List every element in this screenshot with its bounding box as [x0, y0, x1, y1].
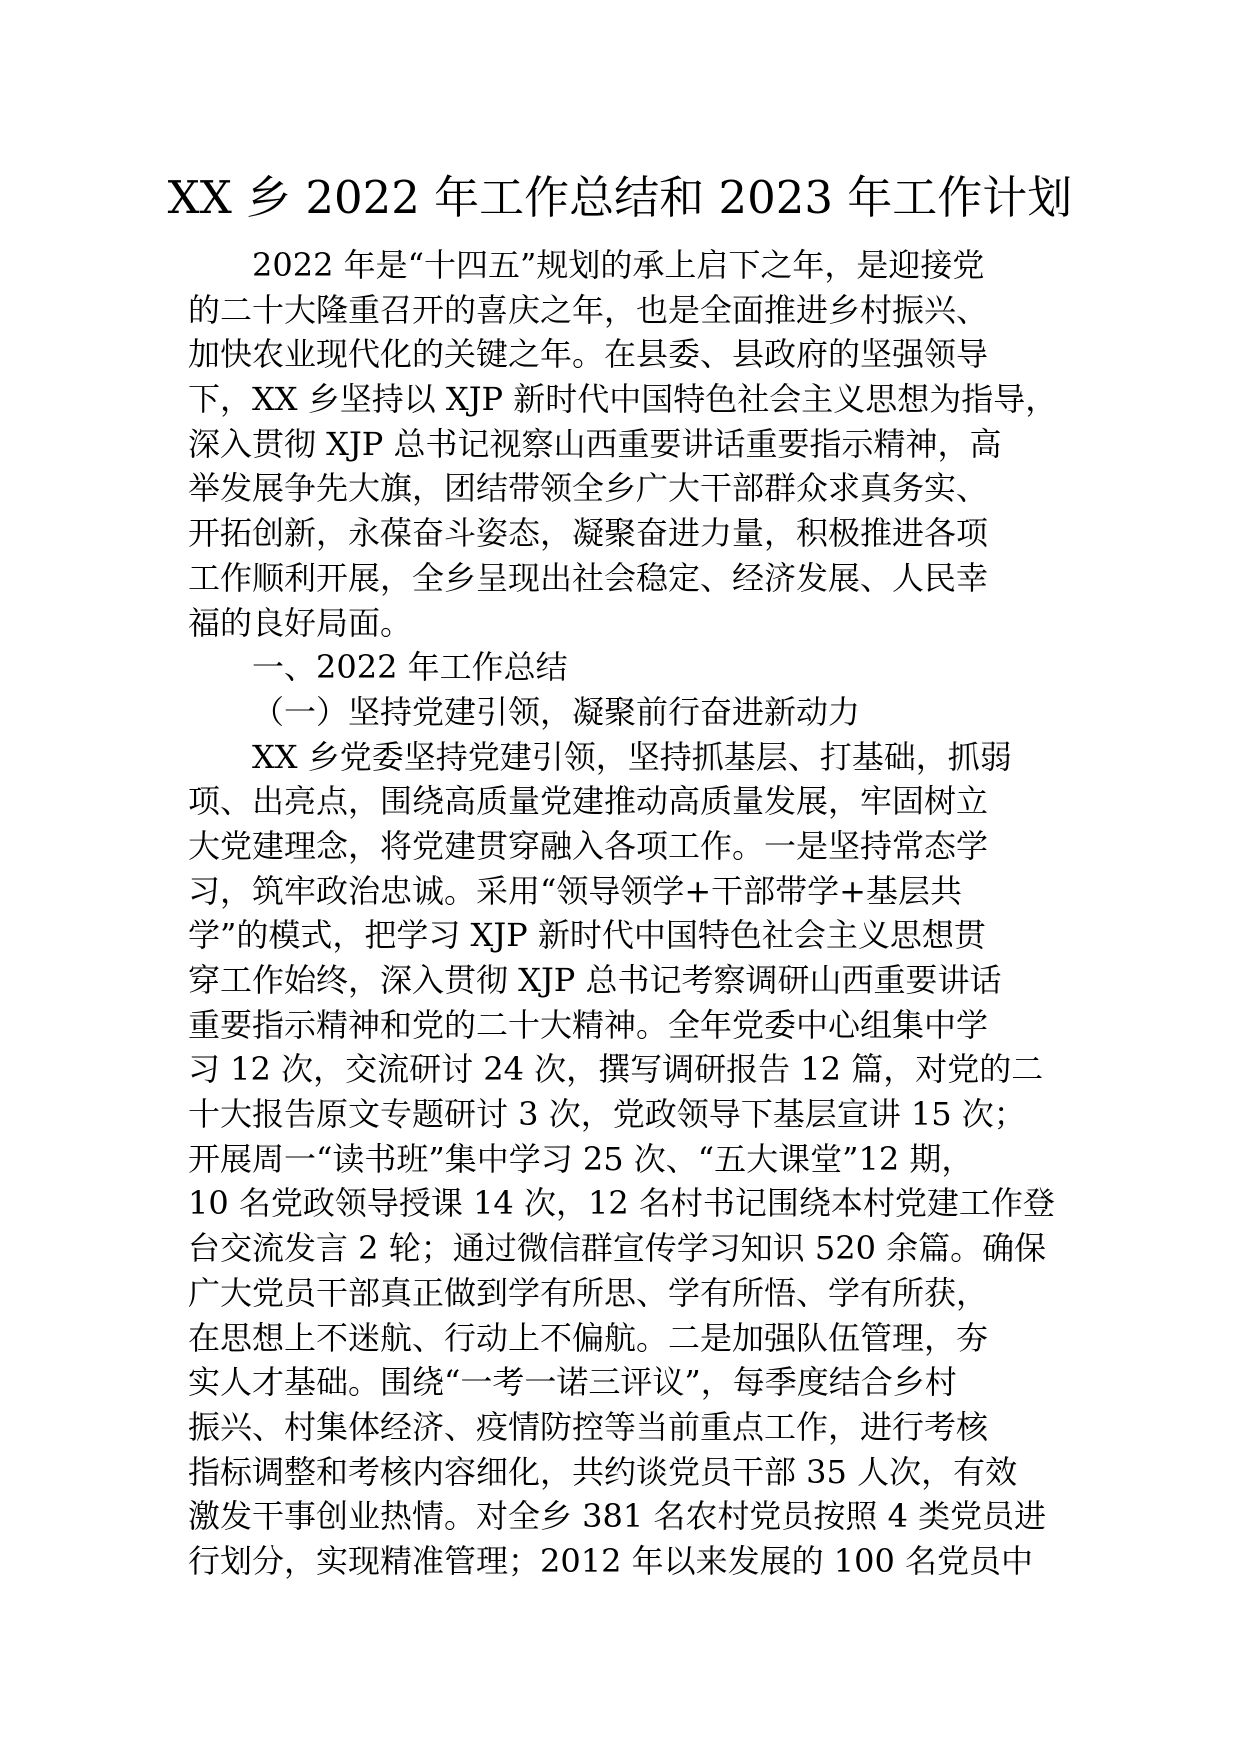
paragraph-line: 下，XX 乡坚持以 XJP 新时代中国特色社会主义思想为指导， [188, 380, 1058, 419]
paragraph-line: 在思想上不迷航、行动上不偏航。二是加强队伍管理，夯 [188, 1318, 989, 1357]
paragraph-line: 深入贯彻 XJP 总书记视察山西重要讲话重要指示精神，高 [188, 424, 1002, 463]
paragraph-line: 工作顺利开展，全乡呈现出社会稳定、经济发展、人民幸 [188, 558, 989, 597]
paragraph-line: 实人才基础。围绕“一考一诺三评议”，每季度结合乡村 [188, 1363, 957, 1402]
paragraph-line: 开展周一“读书班”集中学习 25 次、“五大课堂”12 期， [188, 1139, 974, 1178]
paragraph-line: 项、出亮点，围绕高质量党建推动高质量发展，牢固树立 [188, 782, 989, 821]
document-body [188, 243, 1088, 1584]
paragraph-line: 重要指示精神和党的二十大精神。全年党委中心组集中学 [188, 1005, 989, 1044]
paragraph-line: 指标调整和考核内容细化，共约谈党员干部 35 人次，有效 [188, 1452, 1018, 1491]
paragraph-line: 举发展争先大旗，团结带领全乡广大干部群众求真务实、 [188, 469, 989, 508]
paragraph-line: 习，筑牢政治忠诚。采用“领导领学+干部带学+基层共 [188, 871, 962, 910]
paragraph-line: 穿工作始终，深入贯彻 XJP 总书记考察调研山西重要讲话 [188, 961, 1002, 999]
paragraph-line: 开拓创新，永葆奋斗姿态，凝聚奋进力量，积极推进各项 [188, 514, 989, 553]
paragraph-line: 十大报告原文专题研讨 3 次，党政领导下基层宣讲 15 次； [188, 1095, 1026, 1134]
paragraph-line: 习 12 次，交流研讨 24 次，撰写调研报告 12 篇，对党的二 [188, 1050, 1044, 1089]
section-heading: 一、2022 年工作总结 [252, 648, 568, 687]
subsection-heading: （一）坚持党建引领，凝聚前行奋进新动力 [252, 692, 861, 731]
document-title: XX 乡 2022 年工作总结和 2023 年工作计划 [167, 171, 1073, 224]
paragraph-line: 10 名党政领导授课 14 次，12 名村书记围绕本村党建工作登 [188, 1184, 1055, 1223]
paragraph-line: 台交流发言 2 轮；通过微信群宣传学习知识 520 余篇。确保 [188, 1229, 1047, 1268]
paragraph-line: 广大党员干部真正做到学有所思、学有所悟、学有所获， [188, 1273, 989, 1312]
paragraph-line: 2022 年是“十四五”规划的承上启下之年，是迎接党 [252, 246, 985, 284]
paragraph-line: 大党建理念，将党建贯穿融入各项工作。一是坚持常态学 [188, 826, 989, 865]
paragraph-line: 加快农业现代化的关键之年。在县委、县政府的坚强领导 [188, 335, 989, 374]
paragraph-line: 学”的模式，把学习 XJP 新时代中国特色社会主义思想贯 [188, 916, 986, 955]
paragraph-line: 激发干事创业热情。对全乡 381 名农村党员按照 4 类党员进 [188, 1497, 1047, 1536]
paragraph-line: 福的良好局面。 [188, 603, 413, 642]
paragraph-line: 的二十大隆重召开的喜庆之年，也是全面推进乡村振兴、 [188, 290, 989, 329]
paragraph-line: 振兴、村集体经济、疫情防控等当前重点工作，进行考核 [188, 1407, 989, 1446]
paragraph-line: 行划分，实现精准管理；2012 年以来发展的 100 名党员中 [188, 1541, 1034, 1580]
paragraph-line: XX 乡党委坚持党建引领，坚持抓基层、打基础，抓弱 [252, 737, 1012, 776]
